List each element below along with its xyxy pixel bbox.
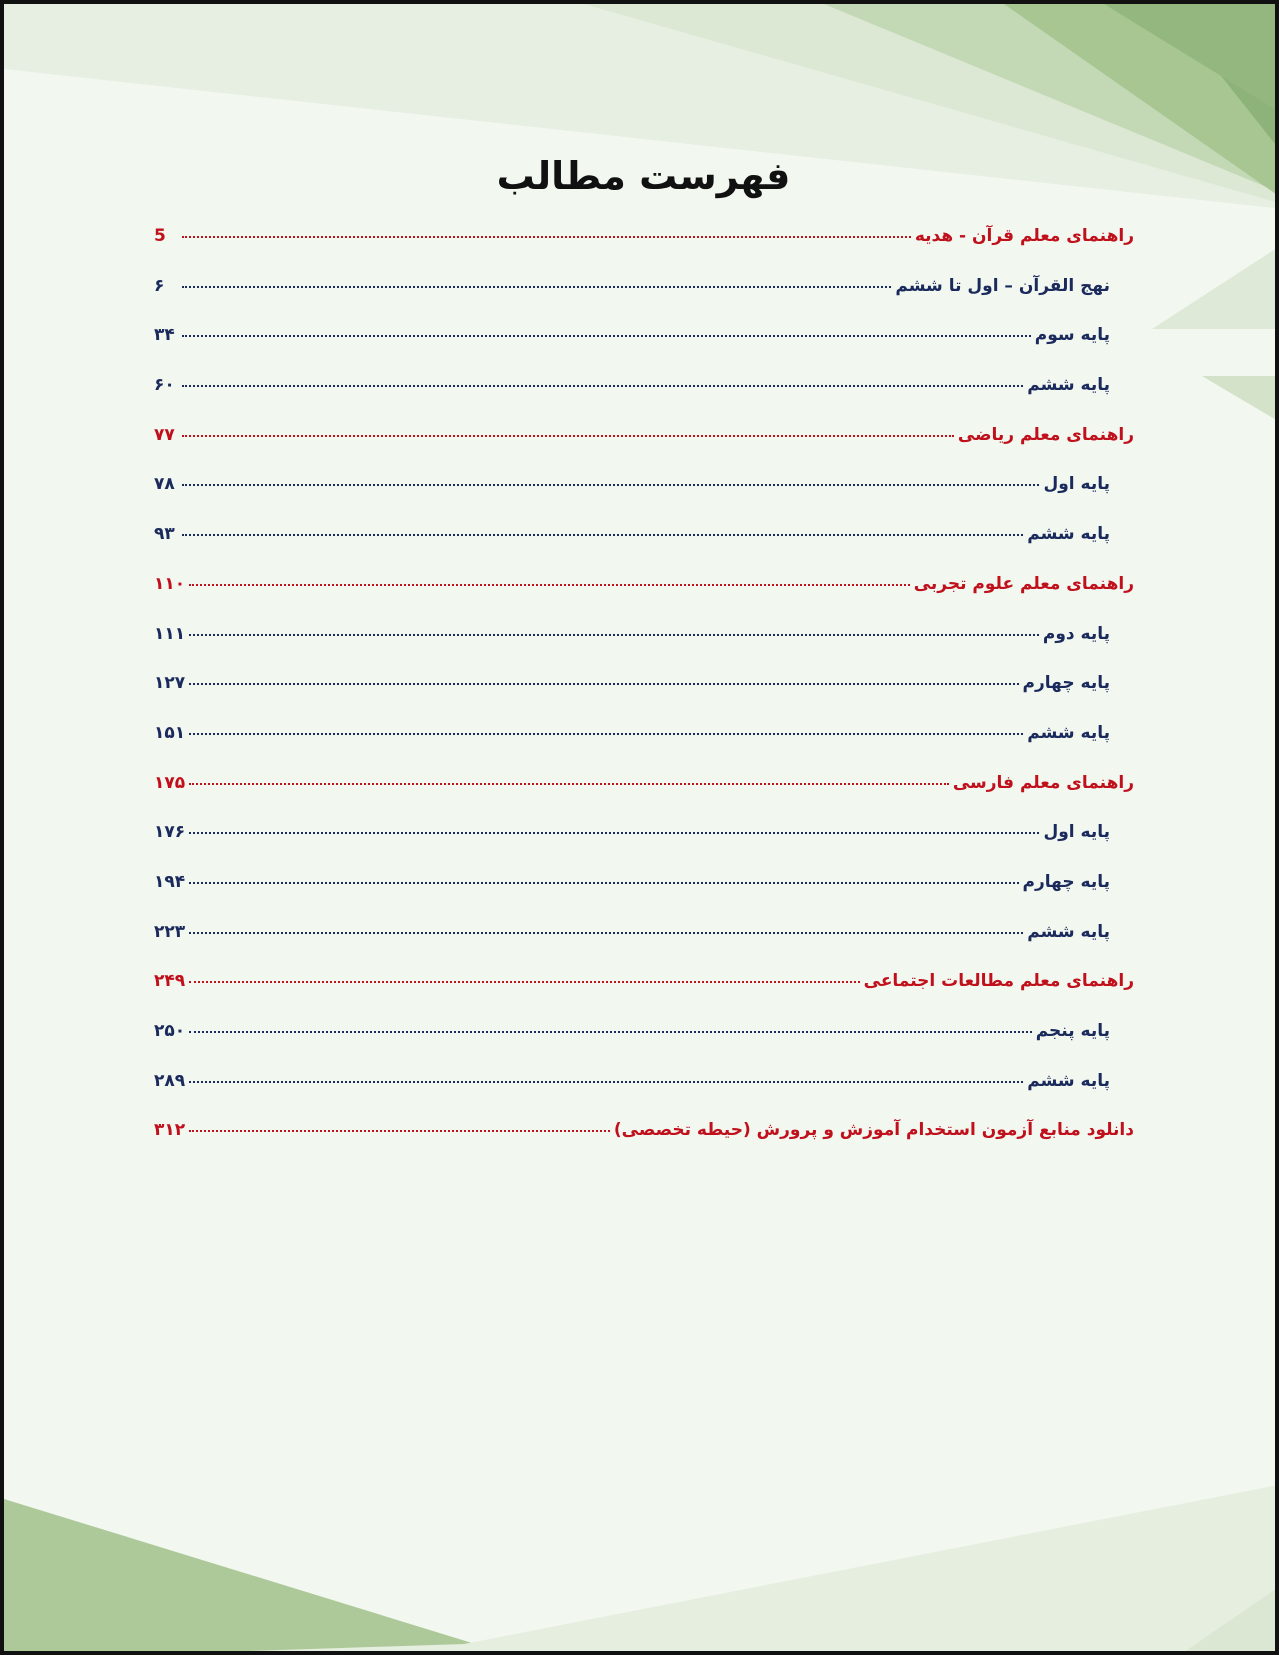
toc-dot-leader — [189, 584, 910, 586]
toc-entry[interactable] — [154, 226, 1134, 276]
toc-entry[interactable] — [154, 822, 1134, 872]
toc-entry[interactable] — [154, 872, 1134, 922]
toc-dot-leader — [189, 733, 1023, 735]
toc-entry[interactable] — [154, 375, 1134, 425]
toc-entry[interactable] — [154, 773, 1134, 823]
toc-dot-leader — [189, 932, 1023, 934]
toc-entry-title: راهنمای معلم ریاضی — [957, 424, 1134, 445]
toc-entry-page-number: ۶ — [154, 275, 165, 296]
toc-entry[interactable] — [154, 425, 1134, 475]
toc-entry-page-number: ۲۵۰ — [154, 1021, 186, 1041]
toc-dot-leader — [189, 882, 1018, 884]
toc-dot-leader — [189, 634, 1039, 636]
toc-entry-title: پایه ششم — [1027, 375, 1110, 396]
toc-entry-title: پایه ششم — [1027, 524, 1110, 545]
toc-dot-leader — [182, 385, 1023, 387]
toc-entry[interactable] — [154, 624, 1134, 674]
toc-entry[interactable] — [154, 1120, 1134, 1170]
page-title: فهرست مطالب — [496, 154, 791, 198]
toc-entry-title: پایه سوم — [1034, 325, 1110, 346]
toc-dot-leader — [189, 1081, 1023, 1083]
toc-dot-leader — [182, 534, 1023, 536]
toc-entry-title: دانلود منابع آزمون استخدام آموزش و پرورش (حیطه تخصصی) — [613, 1120, 1134, 1141]
toc-entry-title: پایه ششم — [1027, 921, 1110, 942]
toc-entry-title: پایه پنجم — [1035, 1021, 1110, 1041]
toc-entry-page-number: ۱۱۱ — [154, 623, 186, 644]
toc-dot-leader — [189, 683, 1018, 685]
toc-entry-title: راهنمای معلم علوم تجربی — [913, 573, 1134, 594]
toc-entry-page-number: ۱۹۴ — [154, 871, 186, 892]
toc-dot-leader — [189, 783, 949, 785]
toc-entry-title: پایه چهارم — [1022, 673, 1110, 694]
toc-dot-leader — [182, 435, 954, 437]
toc-entry-page-number: ۳۴ — [154, 325, 175, 346]
toc-entry-page-number: ۷۸ — [154, 474, 175, 495]
toc-entry[interactable] — [154, 723, 1134, 773]
toc-dot-leader — [182, 236, 911, 238]
toc-entry[interactable] — [154, 325, 1134, 375]
toc-entry-title: پایه اول — [1043, 822, 1110, 843]
toc-entry-page-number: ۱۷۵ — [154, 772, 186, 793]
toc-entry-title: راهنمای معلم قرآن - هدیه — [914, 226, 1134, 246]
toc-entry-title: پایه اول — [1043, 474, 1110, 495]
toc-entry-page-number: ۲۲۳ — [154, 921, 186, 942]
toc-entry[interactable] — [154, 574, 1134, 624]
toc-entry-title: پایه دوم — [1042, 623, 1110, 644]
toc-entry-page-number: ۱۷۶ — [154, 822, 186, 843]
toc-dot-leader — [189, 832, 1039, 834]
toc-dot-leader — [189, 1130, 610, 1132]
toc-entry[interactable] — [154, 276, 1134, 326]
toc-entry[interactable] — [154, 1071, 1134, 1121]
toc-entry[interactable] — [154, 524, 1134, 574]
toc-entry-title: راهنمای معلم فارسی — [952, 772, 1134, 793]
toc-entry-page-number: ۲۴۹ — [154, 971, 186, 992]
toc-dot-leader — [182, 286, 891, 288]
toc-entry-page-number: ۱۲۷ — [154, 673, 186, 694]
toc-entry-page-number: ۳۱۲ — [154, 1120, 186, 1141]
toc-entry-title: پایه ششم — [1027, 1070, 1110, 1091]
toc-entry-page-number: ۷۷ — [154, 424, 175, 445]
toc-entry-title: پایه چهارم — [1022, 871, 1110, 892]
toc-entry-title: پایه ششم — [1027, 722, 1110, 743]
toc-dot-leader — [189, 981, 859, 983]
toc-entry-title: راهنمای معلم مطالعات اجتماعی — [863, 971, 1134, 992]
toc-entry-page-number: ۲۸۹ — [154, 1070, 186, 1091]
toc-entry[interactable] — [154, 474, 1134, 524]
toc-dot-leader — [182, 484, 1039, 486]
table-of-contents — [154, 226, 1134, 1170]
toc-dot-leader — [189, 1031, 1032, 1033]
toc-entry[interactable] — [154, 673, 1134, 723]
toc-entry-page-number: 5 — [154, 226, 166, 246]
toc-entry-page-number: ۱۱۰ — [154, 573, 186, 594]
toc-entry[interactable] — [154, 1021, 1134, 1071]
toc-dot-leader — [182, 335, 1031, 337]
toc-entry-page-number: ۹۳ — [154, 524, 175, 545]
toc-entry-page-number: ۱۵۱ — [154, 722, 186, 743]
toc-entry-title: نهج القرآن – اول تا ششم — [895, 275, 1110, 296]
toc-entry[interactable] — [154, 971, 1134, 1021]
toc-entry-page-number: ۶۰ — [154, 375, 175, 396]
toc-entry[interactable] — [154, 922, 1134, 972]
